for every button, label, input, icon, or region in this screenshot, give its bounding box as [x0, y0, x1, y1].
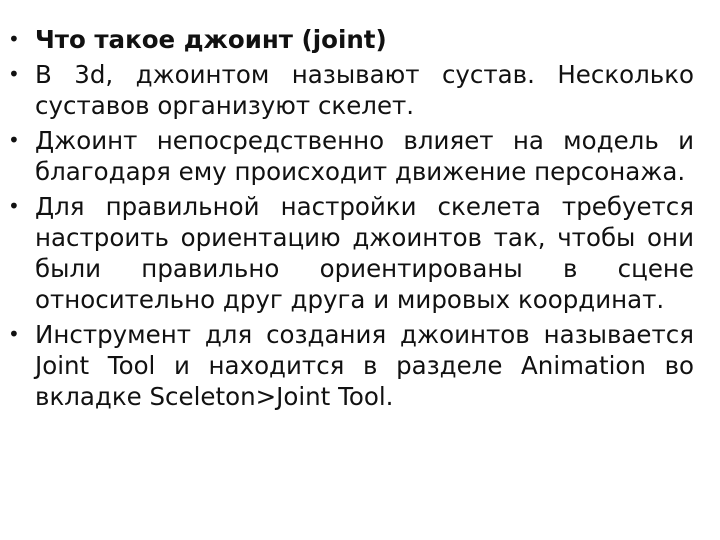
- bullet-icon: •: [8, 128, 20, 152]
- bullet-item-2: [8, 59, 694, 121]
- bullet-text: Джоинт непосредственно влияет на модель и благодаря ему происходит движение персонажа.: [35, 126, 694, 186]
- bullet-icon: •: [8, 27, 20, 51]
- bullet-text: Что такое джоинт (joint): [35, 25, 387, 54]
- bullet-icon: •: [8, 62, 20, 86]
- bullet-icon: •: [8, 194, 20, 218]
- bullet-icon: •: [8, 322, 20, 346]
- bullet-item-1: [8, 24, 694, 55]
- bullet-item-4: [8, 191, 694, 315]
- bullet-list: [8, 24, 694, 412]
- bullet-text: Для правильной настройки скелета требуется настроить ориентацию джоинтов так, чтобы они были правильно ориентированы в сцене относительно друг друга и мировых координат.: [35, 192, 694, 314]
- bullet-item-5: [8, 319, 694, 412]
- bullet-item-3: [8, 125, 694, 187]
- bullet-text: В 3d, джоинтом называют сустав. Несколько суставов организуют скелет.: [35, 60, 694, 120]
- bullet-text: Инструмент для создания джоинтов называется Joint Tool и находится в разделе Animation во вкладке Sceleton>Joint Tool.: [35, 320, 694, 411]
